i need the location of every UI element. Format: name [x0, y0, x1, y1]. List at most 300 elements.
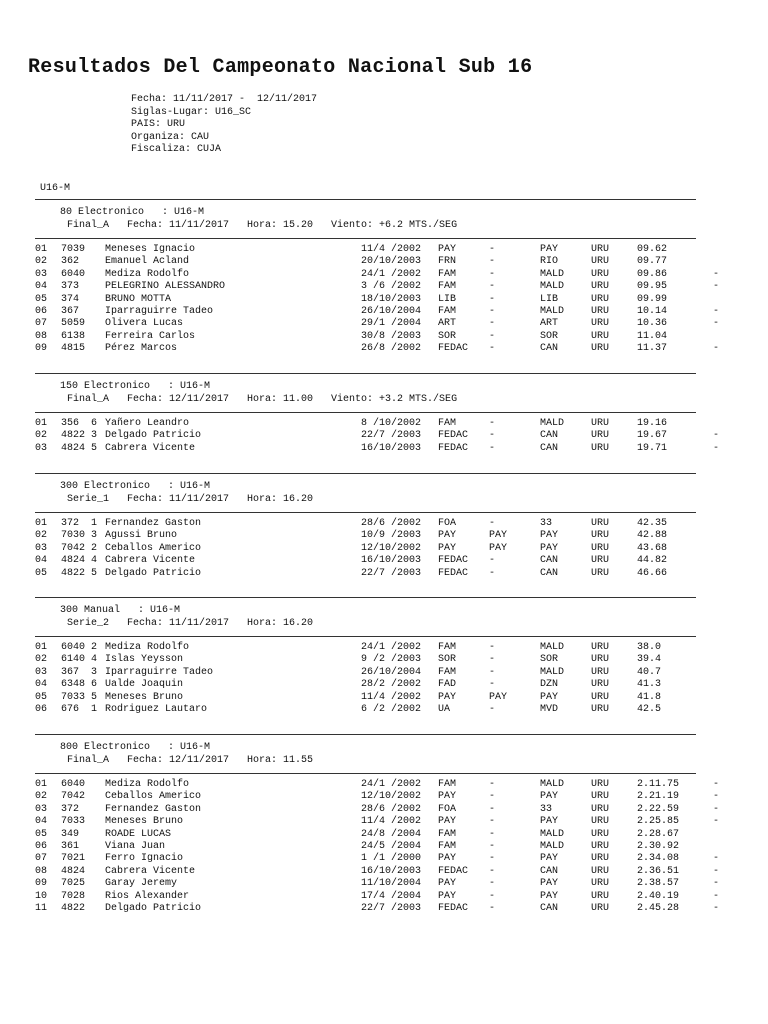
cell-club: LIB [438, 293, 457, 305]
result-row [0, 878, 768, 890]
cell-team: CAN [540, 865, 559, 877]
cell-pos: 07 [35, 853, 48, 865]
cell-mark: 11.37 [637, 343, 668, 355]
cell-athlete-name: Rios Alexander [105, 890, 190, 902]
cell-pos: 03 [35, 442, 48, 454]
cell-mark: 10.36 [637, 318, 668, 330]
result-row [0, 318, 768, 330]
cell-affiliation: - [489, 865, 496, 877]
cell-affiliation: - [489, 268, 496, 280]
cell-birth-date: 6 /2 /2002 [361, 704, 422, 715]
cell-pos: 11 [35, 903, 48, 914]
cell-birth-date: 26/8 /2002 [361, 343, 422, 355]
divider [35, 473, 696, 474]
event-details: Serie_1 Fecha: 11/11/2017 Hora: 16.20 [67, 494, 314, 505]
cell-team: PAY [540, 816, 559, 828]
cell-mark: 40.7 [637, 666, 662, 678]
cell-flag: - [713, 853, 720, 865]
cell-team: MALD [540, 281, 565, 293]
cell-mark: 2.45.28 [637, 903, 680, 914]
cell-affiliation: PAY [489, 691, 508, 703]
result-row [0, 903, 768, 915]
cell-bib: 373 [61, 281, 80, 293]
cell-mark: 2.38.57 [637, 878, 680, 890]
cell-team: LIB [540, 293, 559, 305]
cell-birth-date: 22/7 /2003 [361, 430, 422, 442]
cell-flag: - [713, 791, 720, 803]
cell-flag: - [713, 306, 720, 317]
cell-country: URU [591, 555, 610, 567]
cell-bib: 6138 [61, 330, 86, 342]
cell-affiliation: - [489, 841, 496, 852]
result-row [0, 779, 768, 791]
cell-club: FOA [438, 803, 457, 815]
cell-club: PAY [438, 691, 457, 703]
cell-birth-date: 10/9 /2003 [361, 530, 422, 542]
divider [35, 238, 696, 239]
cell-team: SOR [540, 654, 559, 666]
cell-pos: 08 [35, 330, 48, 342]
cell-bib: 7025 [61, 878, 86, 890]
event-title: 800 Electronico : U16-M [60, 742, 211, 753]
result-row [0, 418, 768, 430]
cell-mark: 2.34.08 [637, 853, 680, 865]
cell-team: PAY [540, 542, 559, 554]
cell-athlete-name: Emanuel Acland [105, 256, 190, 268]
cell-affiliation: - [489, 654, 496, 666]
cell-birth-date: 1 /1 /2000 [361, 853, 422, 865]
cell-athlete-name: PELEGRINO ALESSANDRO [105, 281, 226, 293]
cell-club: PAY [438, 244, 457, 255]
result-row [0, 430, 768, 442]
cell-mark: 09.62 [637, 244, 668, 255]
cell-pos: 03 [35, 542, 48, 554]
cell-flag: - [713, 903, 720, 914]
cell-club: FEDAC [438, 865, 469, 877]
cell-pos: 05 [35, 691, 48, 703]
cell-affiliation: - [489, 679, 496, 691]
cell-team: PAY [540, 691, 559, 703]
cell-country: URU [591, 281, 610, 293]
cell-mark: 09.77 [637, 256, 668, 268]
cell-bib: 7039 [61, 244, 86, 255]
cell-athlete-name: Ualde Joaquin [105, 679, 184, 691]
result-row [0, 816, 768, 828]
event-details: Final_A Fecha: 12/11/2017 Hora: 11.55 [67, 755, 314, 766]
cell-pos: 04 [35, 281, 48, 293]
cell-pos: 03 [35, 666, 48, 678]
cell-mark: 41.3 [637, 679, 662, 691]
cell-pos: 02 [35, 530, 48, 542]
cell-pos: 01 [35, 779, 48, 790]
cell-athlete-name: Pérez Marcos [105, 343, 178, 355]
cell-athlete-name: Rodriguez Lautaro [105, 704, 208, 715]
cell-country: URU [591, 430, 610, 442]
cell-club: FAM [438, 828, 457, 840]
cell-mark: 2.22.59 [637, 803, 680, 815]
cell-birth-date: 30/8 /2003 [361, 330, 422, 342]
cell-athlete-name: Fernandez Gaston [105, 518, 202, 529]
cell-country: URU [591, 293, 610, 305]
cell-athlete-name: Ceballos Americo [105, 542, 202, 554]
cell-bib: 349 [61, 828, 80, 840]
cell-athlete-name: Fernandez Gaston [105, 803, 202, 815]
cell-birth-date: 3 /6 /2002 [361, 281, 422, 293]
cell-pos: 04 [35, 555, 48, 567]
cell-club: PAY [438, 853, 457, 865]
cell-country: URU [591, 343, 610, 355]
cell-pos: 01 [35, 642, 48, 653]
cell-country: URU [591, 865, 610, 877]
cell-mark: 46.66 [637, 567, 668, 579]
cell-pos: 04 [35, 679, 48, 691]
cell-athlete-name: ROADE LUCAS [105, 828, 172, 840]
cell-club: PAY [438, 816, 457, 828]
result-row [0, 704, 768, 716]
cell-bib: 362 [61, 256, 80, 268]
cell-club: FAM [438, 642, 457, 653]
cell-mark: 39.4 [637, 654, 662, 666]
cell-team: DZN [540, 679, 559, 691]
cell-mark: 2.36.51 [637, 865, 680, 877]
cell-birth-date: 28/6 /2002 [361, 518, 422, 529]
cell-affiliation: - [489, 890, 496, 902]
cell-team: MALD [540, 306, 565, 317]
result-row [0, 343, 768, 355]
cell-country: URU [591, 841, 610, 852]
cell-club: FOA [438, 518, 457, 529]
cell-club: PAY [438, 890, 457, 902]
cell-flag: - [713, 442, 720, 454]
divider [35, 512, 696, 513]
cell-affiliation: - [489, 555, 496, 567]
divider [35, 734, 696, 735]
cell-country: URU [591, 418, 610, 429]
category-label: U16-M [40, 183, 71, 194]
cell-club: SOR [438, 330, 457, 342]
cell-team: MVD [540, 704, 559, 715]
cell-athlete-name: Meneses Bruno [105, 691, 184, 703]
event-details: Serie_2 Fecha: 11/11/2017 Hora: 16.20 [67, 618, 314, 629]
cell-flag: - [713, 890, 720, 902]
cell-club: FEDAC [438, 567, 469, 579]
event-details: Final_A Fecha: 11/11/2017 Hora: 15.20 Viento: +6.2 MTS./SEG [67, 220, 458, 231]
cell-athlete-name: Mediza Rodolfo [105, 642, 190, 653]
cell-club: PAY [438, 791, 457, 803]
meet-organizer: Organiza: CAU [131, 131, 210, 143]
cell-birth-date: 12/10/2002 [361, 791, 422, 803]
cell-mark: 44.82 [637, 555, 668, 567]
result-row [0, 829, 768, 841]
cell-athlete-name: Cabrera Vicente [105, 865, 196, 877]
cell-country: URU [591, 890, 610, 902]
cell-flag: - [713, 878, 720, 890]
divider [35, 373, 696, 374]
cell-flag: - [713, 268, 720, 280]
cell-pos: 09 [35, 878, 48, 890]
result-row [0, 256, 768, 268]
cell-pos: 07 [35, 318, 48, 330]
cell-team: CAN [540, 903, 559, 914]
cell-club: FAD [438, 679, 457, 691]
cell-team: CAN [540, 555, 559, 567]
result-row [0, 294, 768, 306]
cell-bib: 6040 2 [61, 642, 98, 653]
cell-affiliation: - [489, 330, 496, 342]
cell-affiliation: - [489, 293, 496, 305]
cell-birth-date: 22/7 /2003 [361, 567, 422, 579]
cell-bib: 374 [61, 293, 80, 305]
cell-birth-date: 11/10/2004 [361, 878, 422, 890]
cell-flag: - [713, 816, 720, 828]
cell-country: URU [591, 853, 610, 865]
cell-bib: 7021 [61, 853, 86, 865]
cell-affiliation: - [489, 306, 496, 317]
cell-bib: 4822 3 [61, 430, 98, 442]
cell-bib: 367 [61, 306, 80, 317]
result-row [0, 804, 768, 816]
cell-club: SOR [438, 654, 457, 666]
cell-pos: 02 [35, 256, 48, 268]
divider [35, 597, 696, 598]
cell-country: URU [591, 542, 610, 554]
cell-team: MALD [540, 642, 565, 653]
meet-supervisor: Fiscaliza: CUJA [131, 144, 222, 155]
cell-country: URU [591, 244, 610, 255]
cell-country: URU [591, 828, 610, 840]
cell-mark: 2.21.19 [637, 791, 680, 803]
cell-affiliation: PAY [489, 530, 508, 542]
cell-birth-date: 28/6 /2002 [361, 803, 422, 815]
cell-team: PAY [540, 878, 559, 890]
cell-affiliation: - [489, 704, 496, 715]
cell-bib: 6040 [61, 268, 86, 280]
result-row [0, 679, 768, 691]
cell-country: URU [591, 791, 610, 803]
cell-mark: 19.71 [637, 442, 668, 454]
cell-birth-date: 9 /2 /2003 [361, 654, 422, 666]
cell-affiliation: - [489, 642, 496, 653]
cell-team: PAY [540, 890, 559, 902]
cell-club: PAY [438, 878, 457, 890]
cell-pos: 03 [35, 268, 48, 280]
cell-affiliation: - [489, 791, 496, 803]
cell-bib: 7033 [61, 816, 86, 828]
cell-mark: 09.95 [637, 281, 668, 293]
cell-team: CAN [540, 430, 559, 442]
cell-country: URU [591, 567, 610, 579]
cell-country: URU [591, 666, 610, 678]
cell-affiliation: - [489, 343, 496, 355]
result-row [0, 269, 768, 281]
cell-team: CAN [540, 442, 559, 454]
cell-club: FEDAC [438, 442, 469, 454]
cell-athlete-name: Viana Juan [105, 841, 166, 852]
cell-birth-date: 24/8 /2004 [361, 828, 422, 840]
cell-pos: 06 [35, 704, 48, 715]
cell-pos: 05 [35, 567, 48, 579]
cell-mark: 19.16 [637, 418, 668, 429]
cell-club: FRN [438, 256, 457, 268]
event-title: 150 Electronico : U16-M [60, 381, 211, 392]
cell-birth-date: 26/10/2004 [361, 666, 422, 678]
cell-affiliation: - [489, 244, 496, 255]
cell-country: URU [591, 816, 610, 828]
cell-bib: 7028 [61, 890, 86, 902]
cell-athlete-name: Ceballos Americo [105, 791, 202, 803]
cell-club: FEDAC [438, 555, 469, 567]
cell-team: 33 [540, 518, 553, 529]
cell-mark: 11.04 [637, 330, 668, 342]
cell-athlete-name: Meneses Bruno [105, 816, 184, 828]
result-row [0, 555, 768, 567]
cell-club: FAM [438, 841, 457, 852]
cell-affiliation: - [489, 281, 496, 293]
cell-country: URU [591, 878, 610, 890]
cell-birth-date: 24/5 /2004 [361, 841, 422, 852]
cell-club: FAM [438, 268, 457, 280]
result-row [0, 667, 768, 679]
cell-affiliation: - [489, 518, 496, 529]
event-details: Final_A Fecha: 12/11/2017 Hora: 11.00 Viento: +3.2 MTS./SEG [67, 394, 458, 405]
cell-mark: 2.11.75 [637, 779, 680, 790]
cell-mark: 2.25.85 [637, 816, 680, 828]
cell-birth-date: 20/10/2003 [361, 256, 422, 268]
cell-country: URU [591, 779, 610, 790]
cell-athlete-name: Mediza Rodolfo [105, 268, 190, 280]
divider [35, 636, 696, 637]
cell-birth-date: 26/10/2004 [361, 306, 422, 317]
cell-birth-date: 24/1 /2002 [361, 642, 422, 653]
cell-bib: 6140 4 [61, 654, 98, 666]
cell-flag: - [713, 343, 720, 355]
cell-affiliation: - [489, 828, 496, 840]
cell-team: PAY [540, 853, 559, 865]
cell-mark: 42.5 [637, 704, 662, 715]
cell-flag: - [713, 318, 720, 330]
cell-affiliation: - [489, 816, 496, 828]
cell-bib: 367 3 [61, 666, 98, 678]
cell-team: MALD [540, 268, 565, 280]
cell-athlete-name: Cabrera Vicente [105, 555, 196, 567]
cell-bib: 6348 6 [61, 679, 98, 691]
cell-mark: 42.35 [637, 518, 668, 529]
cell-country: URU [591, 803, 610, 815]
cell-team: MALD [540, 779, 565, 790]
cell-bib: 4824 5 [61, 442, 98, 454]
cell-affiliation: - [489, 779, 496, 790]
cell-affiliation: - [489, 256, 496, 268]
cell-affiliation: - [489, 803, 496, 815]
result-row [0, 244, 768, 256]
cell-affiliation: - [489, 666, 496, 678]
cell-affiliation: - [489, 430, 496, 442]
cell-team: MALD [540, 828, 565, 840]
result-row [0, 281, 768, 293]
result-row [0, 530, 768, 542]
cell-team: CAN [540, 567, 559, 579]
cell-athlete-name: Agussi Bruno [105, 530, 178, 542]
cell-pos: 02 [35, 430, 48, 442]
cell-country: URU [591, 318, 610, 330]
cell-country: URU [591, 306, 610, 317]
cell-birth-date: 11/4 /2002 [361, 816, 422, 828]
cell-birth-date: 29/1 /2004 [361, 318, 422, 330]
cell-club: PAY [438, 530, 457, 542]
cell-pos: 01 [35, 418, 48, 429]
cell-athlete-name: Meneses Ignacio [105, 244, 196, 255]
cell-country: URU [591, 654, 610, 666]
result-row [0, 791, 768, 803]
cell-pos: 02 [35, 791, 48, 803]
cell-mark: 10.14 [637, 306, 668, 317]
cell-bib: 361 [61, 841, 80, 852]
cell-bib: 7030 3 [61, 530, 98, 542]
result-row [0, 518, 768, 530]
cell-birth-date: 12/10/2002 [361, 542, 422, 554]
cell-affiliation: - [489, 567, 496, 579]
cell-bib: 7042 [61, 791, 86, 803]
cell-affiliation: - [489, 418, 496, 429]
event-title: 300 Electronico : U16-M [60, 481, 211, 492]
cell-bib: 7042 2 [61, 542, 98, 554]
cell-pos: 02 [35, 654, 48, 666]
cell-mark: 09.99 [637, 293, 668, 305]
cell-flag: - [713, 281, 720, 293]
result-row [0, 841, 768, 853]
cell-bib: 4822 5 [61, 567, 98, 579]
cell-team: 33 [540, 803, 553, 815]
cell-athlete-name: Olivera Lucas [105, 318, 184, 330]
cell-flag: - [713, 803, 720, 815]
cell-birth-date: 16/10/2003 [361, 555, 422, 567]
cell-bib: 5059 [61, 318, 86, 330]
cell-club: FAM [438, 306, 457, 317]
divider [35, 199, 696, 200]
cell-team: PAY [540, 530, 559, 542]
cell-athlete-name: Mediza Rodolfo [105, 779, 190, 790]
divider [35, 412, 696, 413]
cell-affiliation: PAY [489, 542, 508, 554]
cell-team: ART [540, 318, 559, 330]
cell-country: URU [591, 268, 610, 280]
result-row [0, 443, 768, 455]
cell-club: FAM [438, 281, 457, 293]
cell-country: URU [591, 679, 610, 691]
cell-athlete-name: Ferreira Carlos [105, 330, 196, 342]
cell-pos: 05 [35, 293, 48, 305]
cell-mark: 09.86 [637, 268, 668, 280]
cell-team: PAY [540, 244, 559, 255]
cell-athlete-name: Delgado Patricio [105, 430, 202, 442]
meet-venue: Siglas-Lugar: U16_SC [131, 106, 252, 118]
cell-bib: 676 1 [61, 704, 98, 715]
cell-country: URU [591, 642, 610, 653]
cell-country: URU [591, 330, 610, 342]
cell-pos: 01 [35, 244, 48, 255]
cell-team: MALD [540, 666, 565, 678]
cell-bib: 356 6 [61, 418, 98, 429]
cell-flag: - [713, 865, 720, 877]
cell-affiliation: - [489, 878, 496, 890]
cell-mark: 41.8 [637, 691, 662, 703]
event-title: 300 Manual : U16-M [60, 605, 181, 616]
cell-bib: 372 1 [61, 518, 98, 529]
cell-birth-date: 16/10/2003 [361, 865, 422, 877]
result-row [0, 543, 768, 555]
cell-flag: - [713, 430, 720, 442]
result-row [0, 568, 768, 580]
